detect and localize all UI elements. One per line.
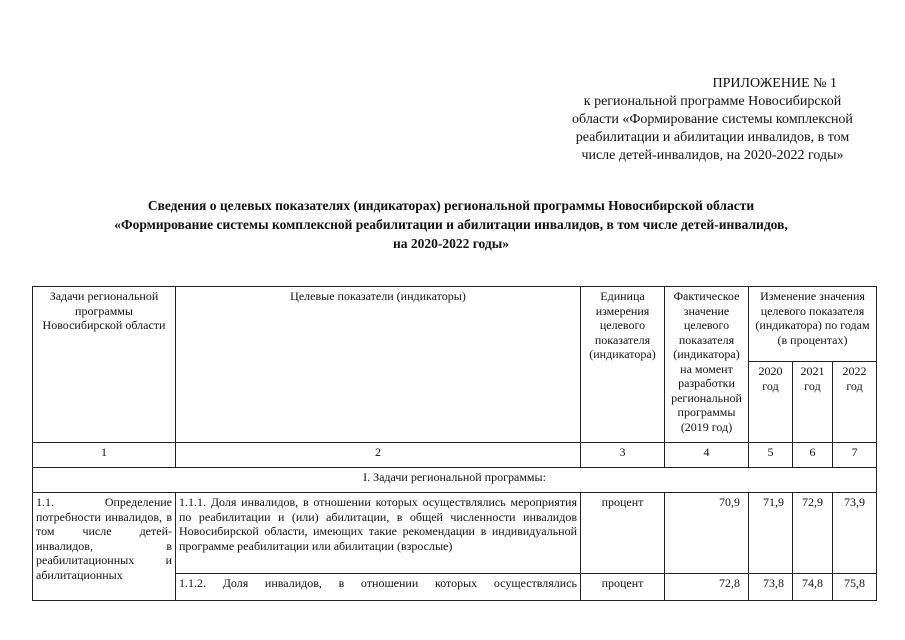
base-value-cell: 72,8 (665, 574, 749, 601)
section-heading: I. Задачи региональной программы: (33, 468, 877, 493)
column-number: 6 (793, 443, 833, 468)
column-number: 5 (749, 443, 793, 468)
value-2020-cell: 71,9 (749, 493, 793, 574)
appendix-note (560, 75, 865, 165)
header-year-2022: 2022 год (833, 362, 877, 443)
indicators-table (32, 286, 877, 601)
header-base-value: Фактическое значение целевого показателя (индикатора) на момент разработки региональной программы (2019 год) (665, 287, 749, 443)
document-title (40, 196, 862, 253)
column-numbers-row (33, 443, 877, 468)
column-number: 1 (33, 443, 176, 468)
column-number: 3 (581, 443, 665, 468)
title-line-3: на 2020-2022 годы» (392, 236, 510, 251)
value-2021-cell: 74,8 (793, 574, 833, 601)
title-line-1: Сведения о целевых показателях (индикаторах) региональной программы Новосибирской области (147, 198, 755, 213)
appendix-text: к региональной программе Новосибирской области «Формирование системы комплексной реабилитации и абилитации инвалидов, в том числе детей-инвалидов, на 2020-2022 годы» (572, 94, 853, 163)
header-change: Изменение значения целевого показателя (индикатора) по годам (в процентах) (749, 287, 877, 362)
unit-cell: процент (581, 574, 665, 601)
header-indicators: Целевые показатели (индикаторы) (176, 287, 581, 443)
unit-cell: процент (581, 493, 665, 574)
header-year-2020: 2020 год (749, 362, 793, 443)
header-year-2021: 2021 год (793, 362, 833, 443)
section-row (33, 468, 877, 493)
column-number: 4 (665, 443, 749, 468)
header-row (33, 287, 877, 362)
indicator-cell: 1.1.1. Доля инвалидов, в отношении которых осуществлялись мероприятия по реабилитации и (или) абилитации, в общей численности инвалидов Новосибирской области, имеющих такие рекомендации в индивидуальной программе реабилитации или абилитации (взрослые) (176, 493, 581, 574)
task-cell: 1.1. Определение потребности инвалидов, в том числе детей-инвалидов, в реабилитационных и абилитационных (33, 493, 176, 601)
value-2020-cell: 73,8 (749, 574, 793, 601)
title-line-2: «Формирование системы комплексной реабилитации и абилитации инвалидов, в том числе детей-инвалидов, (114, 217, 788, 232)
value-2022-cell: 73,9 (833, 493, 877, 574)
column-number: 2 (176, 443, 581, 468)
base-value-cell: 70,9 (665, 493, 749, 574)
column-number: 7 (833, 443, 877, 468)
table-row (33, 493, 877, 574)
appendix-number: ПРИЛОЖЕНИЕ № 1 (712, 76, 837, 91)
header-unit: Единица измерения целевого показателя (индикатора) (581, 287, 665, 443)
value-2021-cell: 72,9 (793, 493, 833, 574)
indicator-cell: 1.1.2. Доля инвалидов, в отношении которых осуществлялись (176, 574, 581, 601)
value-2022-cell: 75,8 (833, 574, 877, 601)
header-tasks: Задачи региональной программы Новосибирской области (33, 287, 176, 443)
